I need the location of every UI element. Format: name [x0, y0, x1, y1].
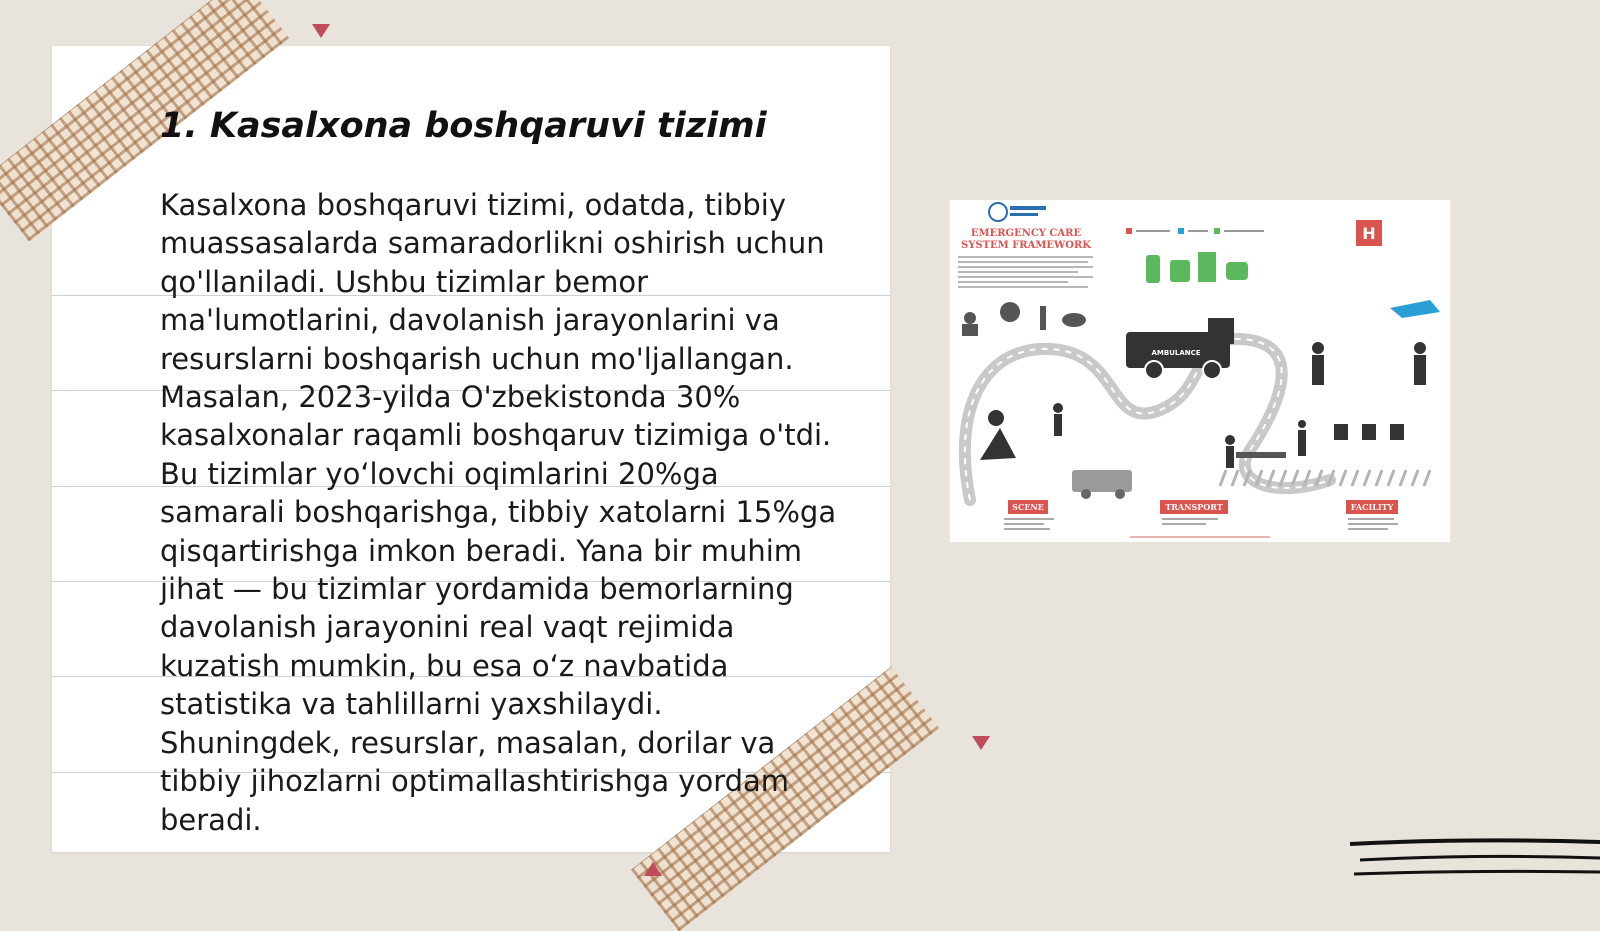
section-label-scene: SCENE [1012, 502, 1044, 512]
section-label-facility: FACILITY [1350, 502, 1394, 512]
infographic-heading: SYSTEM FRAMEWORK [961, 240, 1091, 251]
ambulance-label: AMBULANCE [1151, 349, 1201, 357]
tape-pin-icon [972, 736, 990, 750]
slide-title: 1. Kasalxona boshqaruvi tizimi [160, 106, 767, 146]
hospital-marker: H [1362, 224, 1376, 243]
decorative-brush-lines [1350, 834, 1600, 882]
slide-body-text: Kasalxona boshqaruvi tizimi, odatda, tibbiy muassasalarda samaradorlikni oshirish uchun qo'llaniladi. Ushbu tizimlar bemor ma'lumotlarini, davolanish jarayonlarini va resurslarni boshqarish uchun mo'ljallangan. Masalan, 2023-yilda O'zbekistonda 30% kasalxonalar raqamli boshqaruv tizimiga o'tdi. Bu tizimlar yo‘lovchi oqimlarini 20%ga samarali boshqarishga, tibbiy xatolarni 15%ga qisqartirishga imkon beradi. Yana bir muhim jihat — bu tizimlar yordamida bemorlarning davolanish jarayonini real vaqt rejimida kuzatish mumkin, bu esa o‘z navbatida statistika va tahlillarni yaxshilaydi. Shuningdek, resurslar, masalan, dorilar va tibbiy jihozlarni optimallashtirishga yordam beradi. [160, 188, 837, 837]
infographic-heading: EMERGENCY CARE [970, 228, 1082, 239]
emergency-care-infographic [950, 200, 1450, 542]
infographic-illustration [950, 200, 1450, 542]
section-label-transport: TRANSPORT [1165, 502, 1223, 512]
tape-pin-icon [312, 24, 330, 38]
tape-pin-icon [644, 862, 662, 876]
